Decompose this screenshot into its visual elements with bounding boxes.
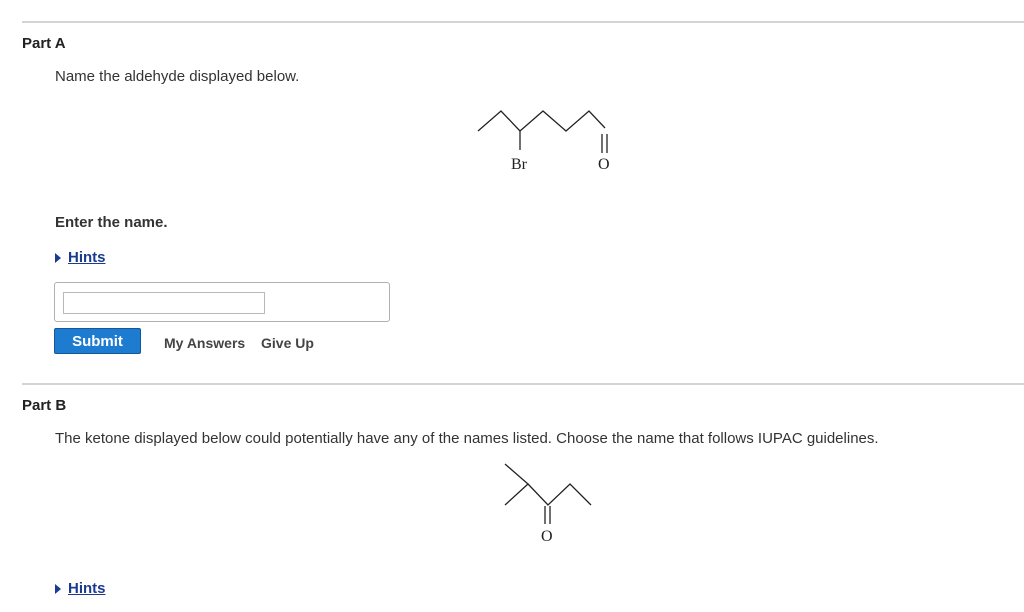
part-b-hints[interactable] <box>55 580 106 597</box>
enter-name-label: Enter the name. <box>55 214 168 231</box>
ketone-oxygen-label: O <box>541 528 553 545</box>
answer-input[interactable] <box>63 292 265 314</box>
part-b-title: Part B <box>22 397 67 414</box>
ketone-chain <box>528 484 591 505</box>
part-b-hints-link[interactable]: Hints <box>68 580 106 597</box>
answer-box <box>54 282 390 322</box>
triangle-right-icon <box>55 584 61 594</box>
part-a-prompt: Name the aldehyde displayed below. <box>55 68 300 85</box>
submit-button[interactable]: Submit <box>54 328 141 354</box>
give-up-button[interactable]: Give Up <box>261 335 314 351</box>
aldehyde-skeleton <box>478 111 605 131</box>
triangle-right-icon <box>55 253 61 263</box>
part-b-prompt: The ketone displayed below could potentially have any of the names listed. Choose the name that follows IUPAC guidelines. <box>55 430 879 447</box>
part-a-hints[interactable] <box>55 249 106 266</box>
ketone-skeleton <box>505 464 528 505</box>
part-a-title: Part A <box>22 35 66 52</box>
part-a-molecule <box>470 100 630 180</box>
oxygen-label: O <box>598 156 610 173</box>
my-answers-button[interactable]: My Answers <box>164 335 246 351</box>
part-a-hints-link[interactable]: Hints <box>68 249 106 266</box>
part-b-molecule <box>495 460 605 550</box>
part-a-divider <box>22 21 1024 23</box>
part-b-divider <box>22 383 1024 385</box>
bromine-label: Br <box>511 156 527 173</box>
